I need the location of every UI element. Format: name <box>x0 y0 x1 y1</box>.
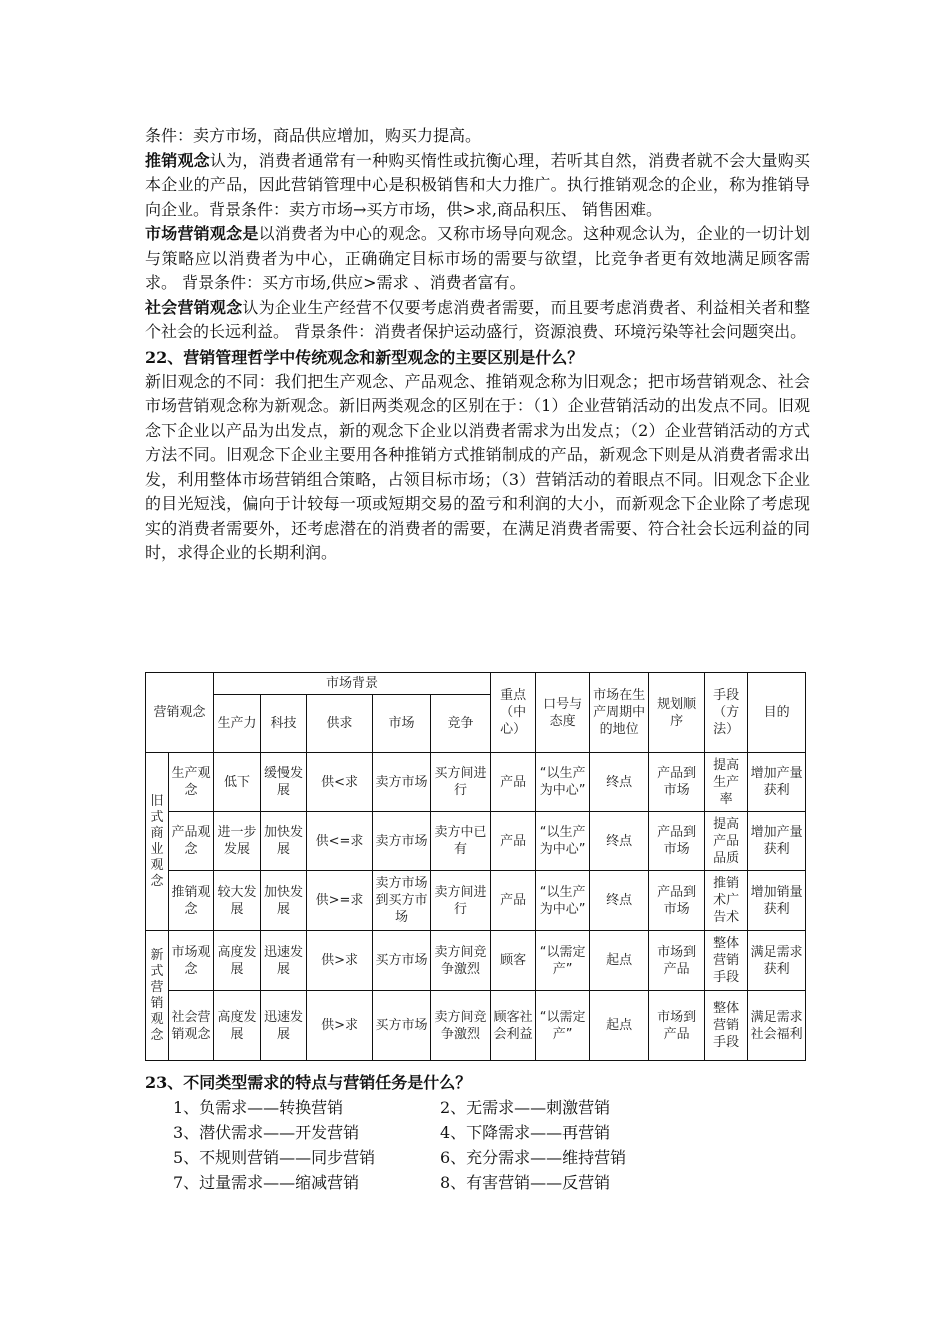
table-cell: 产品 <box>491 753 536 812</box>
table-subheader: 竞争 <box>431 695 491 753</box>
table-cell: 市场到产品 <box>649 931 705 991</box>
table-cell: 提高产品品质 <box>705 812 748 871</box>
paragraph-societal-concept: 社会营销观念认为企业生产经营不仅要考虑消费者需要，而且要考虑消费者、利益相关者和整个社会的长远利益。 背景条件：消费者保护运动盛行，资源浪费、环境污染等社会问题突出。 <box>145 297 810 341</box>
list-item: 8、有害营销——反营销 <box>440 1173 611 1192</box>
table-cell: 供<求 <box>307 753 373 812</box>
table-cell: 供>求 <box>307 931 373 991</box>
table-cell: 迅速发展 <box>261 991 307 1061</box>
list-item: 3、潜伏需求——开发营销 <box>173 1123 360 1142</box>
table-cell: 增加产量获利 <box>748 753 806 812</box>
table-row <box>146 812 806 871</box>
table-cell: 终点 <box>590 753 649 812</box>
table-cell: 进一步发展 <box>214 812 261 871</box>
table-cell: “以需定产” <box>536 931 590 991</box>
group-old-concepts: 旧式商业观念 <box>146 753 169 931</box>
table-cell: 迅速发展 <box>261 931 307 991</box>
table-cell: “以生产为中心” <box>536 812 590 871</box>
list-item: 6、充分需求——维持营销 <box>440 1148 627 1167</box>
table-header-market-background: 市场背景 <box>214 673 491 695</box>
table-cell: 高度发展 <box>214 991 261 1061</box>
row-name: 市场观念 <box>169 931 214 991</box>
table-subheader: 供求 <box>307 695 373 753</box>
row-name: 社会营销观念 <box>169 991 214 1061</box>
table-cell: 整体营销手段 <box>705 931 748 991</box>
paragraph-selling-concept: 推销观念认为，消费者通常有一种购买惰性或抗衡心理，若听其自然，消费者就不会大量购买本企业的产品，因此营销管理中心是积极销售和大力推广。执行推销观念的企业，称为推销导向企业。背景条件：卖方市场→买方市场，供>求,商品积压、 销售困难。 <box>145 150 810 219</box>
table-cell: 买方市场 <box>373 991 431 1061</box>
table-header: 市场在生产周期中的地位 <box>590 673 649 753</box>
table-cell: 产品 <box>491 871 536 931</box>
table-row <box>146 753 806 812</box>
table-subheader: 市场 <box>373 695 431 753</box>
paragraph-conditions: 条件：卖方市场，商品供应增加，购买力提高。 <box>145 126 482 145</box>
marketing-concepts-table <box>145 672 806 1061</box>
table-header: 规划顺序 <box>649 673 705 753</box>
list-item: 2、无需求——刺激营销 <box>440 1098 611 1117</box>
table-cell: 卖方间进行 <box>431 871 491 931</box>
table-cell: 缓慢发展 <box>261 753 307 812</box>
table-cell: 卖方间竞争激烈 <box>431 931 491 991</box>
table-row <box>146 931 806 991</box>
question-23-title: 23、不同类型需求的特点与营销任务是什么？ <box>145 1073 472 1092</box>
table-cell: “以生产为中心” <box>536 871 590 931</box>
table-cell: 满足需求社会福利 <box>748 991 806 1061</box>
table-cell: 提高生产率 <box>705 753 748 812</box>
table-cell: 起点 <box>590 991 649 1061</box>
question-23-section <box>145 1070 810 1195</box>
question-22-answer: 新旧观念的不同：我们把生产观念、产品观念、推销观念称为旧观念；把市场营销观念、社会市场营销观念称为新观念。新旧两类观念的区别在于：（1）企业营销活动的出发点不同。旧观念下企业以产品为出发点，新的观念下企业以消费者需求为出发点；（2）企业营销活动的方式方法不同。旧观念下企业主要用各种推销方式推销制成的产品，新观念下则是从消费者需求出发，利用整体市场营销组合策略，占领目标市场；（3）营销活动的着眼点不同。旧观念下企业的目光短浅，偏向于计较每一项或短期交易的盈亏和利润的大小，而新观念下企业除了考虑现实的消费者需要外，还考虑潜在的消费者的需要，在满足消费者需要、符合社会长远利益的同时，求得企业的长期利润。 <box>145 371 810 562</box>
row-name: 推销观念 <box>169 871 214 931</box>
table-cell: 加快发展 <box>261 871 307 931</box>
table-cell: 卖方市场 <box>373 812 431 871</box>
table-header: 口号与态度 <box>536 673 590 753</box>
table-subheader: 科技 <box>261 695 307 753</box>
table-cell: 供<=求 <box>307 812 373 871</box>
demand-list <box>173 1095 810 1195</box>
question-22-title: 22、营销管理哲学中传统观念和新型观念的主要区别是什么？ <box>145 347 584 367</box>
table-cell: 终点 <box>590 812 649 871</box>
table-cell: 起点 <box>590 931 649 991</box>
table-cell: 供>=求 <box>307 871 373 931</box>
table-cell: 加快发展 <box>261 812 307 871</box>
table-corner-header: 营销观念 <box>146 673 214 753</box>
table-cell: 顾客社会利益 <box>491 991 536 1061</box>
group-new-concepts: 新式营销观念 <box>146 931 169 1061</box>
table-cell: 产品到市场 <box>649 753 705 812</box>
table-cell: 供>求 <box>307 991 373 1061</box>
table-cell: 产品到市场 <box>649 812 705 871</box>
paragraph-marketing-concept: 市场营销观念是以消费者为中心的观念。又称市场导向观念。这种观念认为，企业的一切计划与策略应以消费者为中心，正确确定目标市场的需要与欲望，比竞争者更有效地满足顾客需求。 背景条件：买方市场,供应>需求 、消费者富有。 <box>145 224 810 292</box>
table-cell: 卖方市场到买方市场 <box>373 871 431 931</box>
table-cell: 产品到市场 <box>649 871 705 931</box>
table-header: 目的 <box>748 673 806 753</box>
table-row <box>146 991 806 1061</box>
table-cell: 终点 <box>590 871 649 931</box>
table-cell: 买方间进行 <box>431 753 491 812</box>
table-cell: 增加产量获利 <box>748 812 806 871</box>
row-name: 产品观念 <box>169 812 214 871</box>
table-cell: 市场到产品 <box>649 991 705 1061</box>
list-item: 7、过量需求——缩减营销 <box>173 1173 360 1192</box>
list-item: 1、负需求——转换营销 <box>173 1098 344 1117</box>
list-item: 5、不规则营销——同步营销 <box>173 1148 376 1167</box>
table-cell: “以需定产” <box>536 991 590 1061</box>
table-cell: 整体营销手段 <box>705 991 748 1061</box>
table-cell: 满足需求获利 <box>748 931 806 991</box>
table-cell: 卖方市场 <box>373 753 431 812</box>
table-cell: 产品 <box>491 812 536 871</box>
table-row <box>146 871 806 931</box>
table-header: 手段（方法） <box>705 673 748 753</box>
table-cell: 较大发展 <box>214 871 261 931</box>
table-cell: 高度发展 <box>214 931 261 991</box>
table-cell: 卖方中已有 <box>431 812 491 871</box>
table-cell: 增加销量获利 <box>748 871 806 931</box>
table-cell: 低下 <box>214 753 261 812</box>
table-subheader: 生产力 <box>214 695 261 753</box>
table-cell: 推销术广告术 <box>705 871 748 931</box>
table-cell: 买方市场 <box>373 931 431 991</box>
table-cell: 卖方间竞争激烈 <box>431 991 491 1061</box>
document-body <box>145 124 810 566</box>
table-cell: “以生产为中心” <box>536 753 590 812</box>
row-name: 生产观念 <box>169 753 214 812</box>
list-item: 4、下降需求——再营销 <box>440 1123 611 1142</box>
table-cell: 顾客 <box>491 931 536 991</box>
table-header: 重点（中心） <box>491 673 536 753</box>
